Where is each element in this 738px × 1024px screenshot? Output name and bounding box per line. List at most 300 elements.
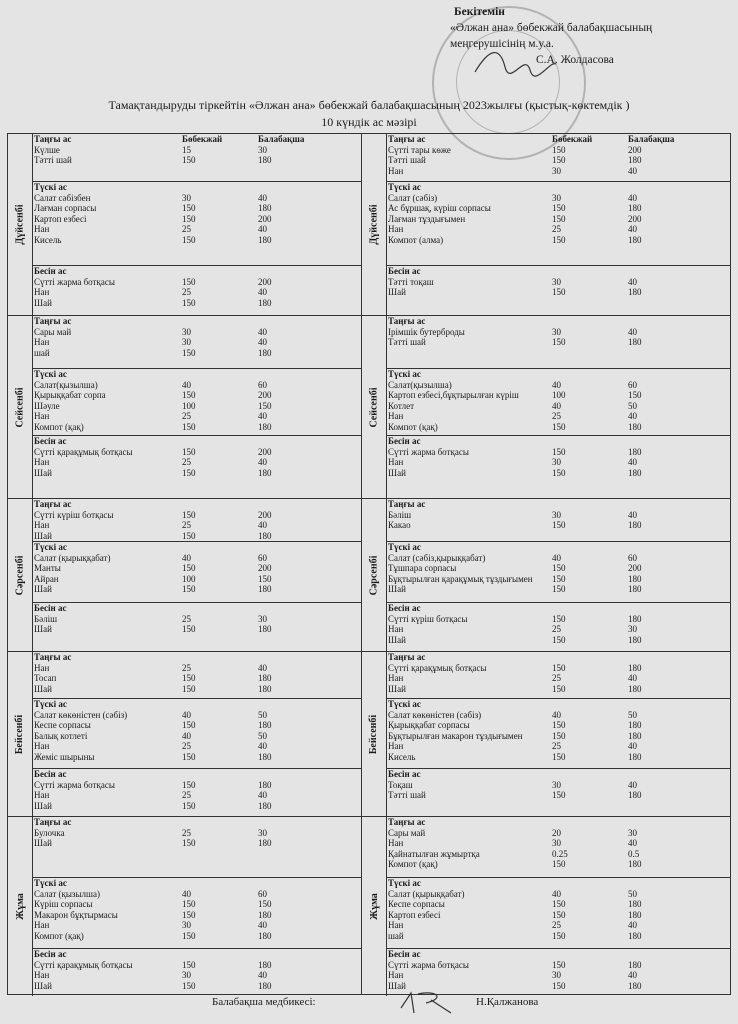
kindergarten-portion: 40: [628, 509, 637, 520]
dish-name: Таңғы ас: [388, 499, 426, 509]
dish-row: [32, 889, 361, 900]
dish-row: [32, 277, 361, 288]
day-label: Сәрсенбі: [368, 555, 380, 595]
nursery-portion: 30: [182, 920, 191, 930]
dish-row: [32, 920, 361, 931]
day-label: Дүйсенбі: [368, 204, 380, 245]
kindergarten-portion: 30: [628, 827, 637, 838]
dish-name: Нан: [388, 457, 404, 467]
dish-row: [32, 235, 361, 246]
nursery-portion: 25: [182, 741, 191, 751]
dish-row: [386, 859, 730, 870]
nurse-signature: [396, 988, 456, 1018]
dish-name: Сүтті жарма ботқасы: [388, 446, 469, 457]
nursery-portion: 30: [552, 970, 561, 980]
dish-name: Нан: [34, 224, 50, 234]
nursery-portion: 150: [182, 446, 196, 457]
dish-name: Таңғы ас: [388, 316, 426, 326]
dish-row: [386, 224, 730, 235]
dish-row: [386, 780, 730, 791]
dish-row: [386, 553, 730, 564]
nursery-portion: 150: [552, 980, 566, 991]
kindergarten-portion: [258, 603, 330, 614]
kindergarten-portion: [258, 436, 330, 447]
dish-name: Нан: [388, 920, 404, 930]
nurse-label: Балабақша медбикесі:: [212, 996, 316, 1008]
kindergarten-portion: 180: [258, 467, 272, 478]
nursery-portion: 150: [182, 530, 196, 541]
day-name: [362, 316, 387, 498]
kindergarten-portion: 50: [258, 730, 267, 741]
meal-block: [386, 603, 730, 652]
meal-heading-row: [386, 817, 730, 828]
nursery-portion: 40: [182, 730, 191, 741]
dish-name: Таңғы ас: [388, 817, 426, 827]
meal-heading-row: [386, 436, 730, 447]
nursery-portion: 150: [552, 144, 566, 155]
dish-name: Нан: [34, 920, 50, 930]
kindergarten-portion: 60: [628, 379, 637, 390]
kindergarten-portion: [628, 603, 700, 614]
meal-block: [386, 316, 730, 369]
nursery-portion: 30: [552, 509, 561, 520]
dish-row: [386, 468, 730, 479]
day-label: Сейсенбі: [368, 386, 380, 428]
kindergarten-portion: 60: [628, 552, 637, 563]
nursery-portion: [182, 436, 258, 447]
nursery-portion: 150: [552, 730, 566, 741]
meal-heading-row: [386, 603, 730, 614]
kindergarten-portion: 180: [258, 800, 272, 811]
kindergarten-portion: 40: [258, 662, 267, 673]
kindergarten-portion: 30: [628, 624, 637, 634]
dish-name: Компот (қақ): [34, 421, 84, 432]
dish-row: [386, 214, 730, 225]
day-name: [8, 134, 33, 315]
dish-row: [386, 457, 730, 468]
meal-heading-row: [32, 436, 361, 447]
kindergarten-portion: [628, 316, 700, 327]
kindergarten-portion: 180: [258, 980, 272, 991]
day-block: [8, 134, 361, 316]
dish-name: Күлше: [34, 144, 60, 155]
dish-name: Бесін ас: [388, 436, 421, 446]
kindergarten-portion: 180: [628, 573, 642, 584]
kindergarten-portion: 40: [628, 326, 637, 337]
dish-name: Түскі ас: [388, 699, 421, 709]
dish-row: [32, 468, 361, 479]
dish-name: Кисель: [34, 234, 62, 245]
dish-row: [386, 155, 730, 166]
kindergarten-portion: [258, 542, 330, 553]
dish-row: [386, 193, 730, 204]
dish-row: [386, 390, 730, 401]
dish-name: Сүтті күріш ботқасы: [388, 613, 468, 624]
meal-block: [32, 878, 361, 949]
nursery-portion: 25: [182, 827, 191, 838]
dish-name: Салат(қызылша): [388, 379, 452, 390]
dish-row: [32, 224, 361, 235]
meal-heading-row: [32, 603, 361, 614]
nursery-portion: [182, 878, 258, 889]
kindergarten-portion: [258, 316, 330, 327]
nursery-portion: 150: [182, 155, 196, 165]
kindergarten-portion: 40: [258, 411, 267, 421]
dish-name: Түскі ас: [34, 878, 67, 888]
dish-name: Сүтті тары көже: [388, 144, 451, 155]
kindergarten-portion: 180: [628, 899, 642, 909]
nursery-portion: 150: [552, 909, 566, 920]
day-name: [362, 817, 387, 996]
kindergarten-portion: 180: [258, 297, 272, 308]
nursery-portion: 150: [552, 683, 566, 694]
dish-name: Бесін ас: [34, 436, 67, 446]
kindergarten-portion: [628, 949, 700, 960]
meal-block: [386, 542, 730, 603]
nursery-portion: 25: [182, 224, 191, 234]
day-block: [362, 134, 730, 316]
kindergarten-portion: 180: [628, 287, 642, 297]
nursery-portion: 150: [552, 573, 566, 584]
dish-name: Картоп езбесі: [388, 909, 441, 920]
kindergarten-portion: 150: [258, 899, 272, 909]
meal-block: [32, 652, 361, 699]
kindergarten-portion: 180: [628, 337, 642, 347]
dish-name: Кеспе сорпасы: [388, 899, 445, 909]
dish-name: Жеміс шырыны: [34, 751, 95, 762]
kindergarten-portion: 180: [258, 751, 272, 762]
nursery-portion: 100: [182, 400, 196, 411]
nursery-portion: 30: [552, 457, 561, 467]
kindergarten-portion: 200: [258, 509, 272, 520]
dish-name: Қырыққабат сорпа: [34, 390, 106, 400]
dish-row: [32, 380, 361, 391]
meal-heading-row: [32, 699, 361, 710]
kindergarten-portion: 40: [628, 276, 637, 287]
kindergarten-portion: 180: [628, 446, 642, 457]
meal-heading-row: [32, 266, 361, 277]
dish-row: [32, 838, 361, 849]
meal-block: [386, 699, 730, 769]
dish-name: Бесін ас: [34, 603, 67, 613]
kindergarten-portion: 180: [628, 683, 642, 694]
meal-heading-row: [386, 182, 730, 193]
meal-block: [32, 603, 361, 652]
nursery-portion: 150: [182, 959, 196, 970]
dish-row: [32, 910, 361, 921]
nursery-portion: 25: [182, 287, 191, 297]
dish-row: [386, 899, 730, 910]
kindergarten-portion: 180: [628, 859, 642, 869]
kindergarten-portion: [258, 266, 330, 277]
nursery-portion: 100: [182, 573, 196, 584]
meal-heading-row: [32, 316, 361, 327]
page-subtitle: 10 күндік ас мәзірі: [321, 115, 417, 129]
nursery-portion: [552, 369, 628, 380]
dish-row: [386, 710, 730, 721]
meal-block: [32, 817, 361, 878]
meal-block: [386, 134, 730, 182]
kindergarten-portion: 180: [258, 234, 272, 245]
day-block: [362, 499, 730, 652]
menu-column-right: [362, 134, 730, 994]
meal-heading-row: [32, 878, 361, 889]
dish-name: Нан: [388, 224, 404, 234]
kindergarten-portion: 40: [258, 970, 267, 980]
kindergarten-portion: 180: [628, 930, 642, 941]
day-label: Жұма: [368, 893, 380, 920]
kindergarten-portion: 40: [628, 970, 637, 980]
day-name: [8, 499, 33, 651]
dish-name: Балық котлеті: [34, 730, 88, 741]
dish-name: Тәтті тоқаш: [388, 276, 434, 287]
kindergarten-portion: 40: [628, 779, 637, 790]
kindergarten-portion: 180: [258, 959, 272, 970]
dish-name: Нан: [388, 624, 404, 634]
dish-name: Нан: [34, 520, 50, 530]
kindergarten-portion: 40: [628, 457, 637, 467]
nursery-portion: 25: [552, 224, 561, 234]
dish-row: [32, 287, 361, 298]
kindergarten-portion: 180: [628, 467, 642, 478]
kindergarten-portion: 180: [258, 720, 272, 730]
kindergarten-portion: [258, 769, 330, 780]
kindergarten-portion: 40: [258, 520, 267, 530]
dish-name: Лағман сорпасы: [34, 203, 97, 213]
dish-name: Шай: [388, 467, 406, 478]
nursery-portion: 40: [552, 400, 561, 411]
nursery-portion: [552, 949, 628, 960]
dish-row: [386, 849, 730, 860]
kindergarten-portion: 180: [628, 520, 642, 530]
dish-name: Айран: [34, 573, 59, 584]
page-title: Тамақтандыруды тіркейтін «Әлжан ана» бөбекжай балабақшасының 2023жылғы (қыстық-көктемдік ): [108, 98, 630, 112]
approval-name: С.А. Жолдасова: [536, 54, 614, 66]
kindergarten-portion: 180: [628, 730, 642, 741]
meal-heading-row: [386, 134, 730, 145]
dish-row: [32, 970, 361, 981]
day-label: Бейсенбі: [368, 714, 380, 754]
meal-block: [386, 182, 730, 266]
dish-row: [386, 287, 730, 298]
dish-row: [386, 960, 730, 971]
nursery-portion: 150: [182, 899, 196, 909]
nursery-portion: [182, 266, 258, 277]
dish-name: Таңғы ас: [34, 652, 72, 662]
dish-row: [386, 828, 730, 839]
kindergarten-portion: 200: [258, 213, 272, 224]
nursery-portion: 30: [552, 838, 561, 848]
kindergarten-portion: 200: [258, 276, 272, 287]
dish-name: Түскі ас: [388, 878, 421, 888]
nursery-portion: 150: [182, 563, 196, 573]
dish-row: [386, 720, 730, 731]
nursery-portion: 25: [552, 624, 561, 634]
dish-row: [32, 614, 361, 625]
dish-name: Түскі ас: [388, 542, 421, 552]
dish-name: Тұшпара сорпасы: [388, 563, 457, 573]
dish-row: [32, 931, 361, 942]
dish-name: Салат сәбізбен: [34, 192, 91, 203]
dish-row: [32, 155, 361, 166]
nursery-portion: 25: [182, 411, 191, 421]
meal-block: [386, 878, 730, 949]
dish-row: [32, 790, 361, 801]
dish-name: Компот (алма): [388, 234, 444, 245]
kindergarten-portion: 50: [628, 888, 637, 899]
dish-row: [386, 970, 730, 981]
nursery-portion: 150: [182, 584, 196, 594]
nursery-portion: 150: [182, 779, 196, 790]
dish-name: Нан: [388, 411, 404, 421]
dish-row: [32, 741, 361, 752]
nursery-portion: 30: [552, 192, 561, 203]
meal-heading-row: [386, 949, 730, 960]
nursery-portion: 40: [182, 552, 191, 563]
nursery-portion: 150: [552, 203, 566, 213]
dish-name: Түскі ас: [34, 369, 67, 379]
dish-row: [386, 510, 730, 521]
nursery-portion: [552, 699, 628, 710]
kindergarten-portion: 180: [258, 779, 272, 790]
kindergarten-portion: 150: [258, 573, 272, 584]
dish-name: Лағман тұздығымен: [388, 213, 466, 224]
kindergarten-portion: 150: [628, 390, 642, 400]
dish-name: Шай: [34, 683, 52, 694]
meal-heading-row: [32, 369, 361, 380]
dish-row: [32, 531, 361, 542]
kindergarten-portion: 180: [628, 720, 642, 730]
meal-block: [386, 266, 730, 316]
dish-row: [386, 411, 730, 422]
dish-row: [32, 960, 361, 971]
dish-name: Таңғы ас: [34, 499, 72, 509]
nursery-portion: 150: [552, 720, 566, 730]
nursery-portion: 150: [552, 859, 566, 869]
nursery-portion: 150: [552, 446, 566, 457]
day-name: [8, 817, 33, 996]
dish-name: Бесін ас: [388, 769, 421, 779]
kindergarten-portion: 60: [258, 552, 267, 563]
nursery-portion: 150: [182, 297, 196, 308]
dish-row: [386, 203, 730, 214]
meal-block: [32, 542, 361, 603]
nursery-portion: 150: [552, 421, 566, 432]
kindergarten-portion: 40: [258, 192, 267, 203]
meal-heading-row: [386, 878, 730, 889]
dish-name: Шай: [388, 287, 406, 297]
nursery-portion: 25: [552, 920, 561, 930]
day-name: [8, 316, 33, 498]
nursery-portion: 150: [182, 909, 196, 920]
nursery-portion: [182, 652, 258, 663]
nursery-portion: 150: [552, 584, 566, 594]
kindergarten-portion: 60: [258, 379, 267, 390]
dish-name: Тәтті шай: [388, 155, 426, 165]
dish-name: Бесін ас: [34, 949, 67, 959]
meal-heading-row: [386, 652, 730, 663]
dish-name: Шай: [34, 838, 52, 848]
nursery-portion: [182, 949, 258, 960]
dish-name: шай: [34, 347, 50, 358]
kindergarten-portion: [628, 369, 700, 380]
dish-name: Шай: [388, 584, 406, 594]
meal-block: [32, 436, 361, 499]
nursery-portion: [552, 182, 628, 193]
meal-heading-row: [386, 499, 730, 510]
kindergarten-portion: 30: [258, 827, 267, 838]
dish-row: [32, 422, 361, 433]
nursery-portion: 150: [182, 509, 196, 520]
day-label: Бейсенбі: [14, 714, 26, 754]
meal-block: [32, 499, 361, 542]
dish-name: Түскі ас: [34, 699, 67, 709]
kindergarten-portion: 40: [258, 790, 267, 800]
nursery-portion: [182, 499, 258, 510]
meal-block: [32, 182, 361, 266]
dish-row: [32, 801, 361, 812]
kindergarten-portion: [258, 182, 330, 193]
kindergarten-portion: 180: [258, 838, 272, 848]
nursery-portion: [182, 542, 258, 553]
nursery-portion: 150: [182, 720, 196, 730]
dish-name: Ірімшік бутерброды: [388, 326, 465, 337]
dish-name: Сүтті жарма ботқасы: [388, 959, 469, 970]
kindergarten-portion: Балабақша: [628, 134, 675, 144]
dish-name: Салат (қырыққабат): [34, 552, 111, 563]
kindergarten-portion: 40: [628, 192, 637, 203]
meal-block: [386, 436, 730, 499]
dish-row: [32, 457, 361, 468]
dish-row: [386, 731, 730, 742]
kindergarten-portion: [258, 499, 330, 510]
nursery-portion: 30: [182, 192, 191, 203]
day-block: [8, 316, 361, 499]
meal-heading-row: [386, 769, 730, 780]
kindergarten-portion: 180: [258, 530, 272, 541]
nursery-portion: 30: [552, 276, 561, 287]
dish-row: [386, 910, 730, 921]
dish-row: [32, 563, 361, 574]
dish-row: [32, 348, 361, 359]
kindergarten-portion: [258, 817, 330, 828]
nursery-portion: [552, 652, 628, 663]
kindergarten-portion: 30: [258, 613, 267, 624]
kindergarten-portion: 200: [258, 390, 272, 400]
kindergarten-portion: 180: [628, 421, 642, 432]
dish-row: [32, 193, 361, 204]
kindergarten-portion: 40: [258, 920, 267, 930]
dish-name: Нан: [388, 165, 404, 176]
meal-heading-row: [32, 542, 361, 553]
day-block: [362, 652, 730, 817]
kindergarten-portion: 180: [628, 980, 642, 991]
dish-name: Шай: [34, 624, 52, 634]
meal-block: [386, 652, 730, 699]
meal-block: [32, 699, 361, 769]
nursery-portion: 150: [552, 899, 566, 909]
dish-row: [32, 684, 361, 695]
meal-block: [386, 817, 730, 878]
dish-row: [32, 401, 361, 412]
nursery-portion: 15: [182, 144, 191, 155]
meal-heading-row: [32, 817, 361, 828]
dish-row: [32, 390, 361, 401]
dish-row: [32, 780, 361, 791]
meal-heading-row: [32, 499, 361, 510]
dish-name: Картоп езбесі: [34, 213, 87, 224]
nursery-portion: 150: [552, 662, 566, 673]
